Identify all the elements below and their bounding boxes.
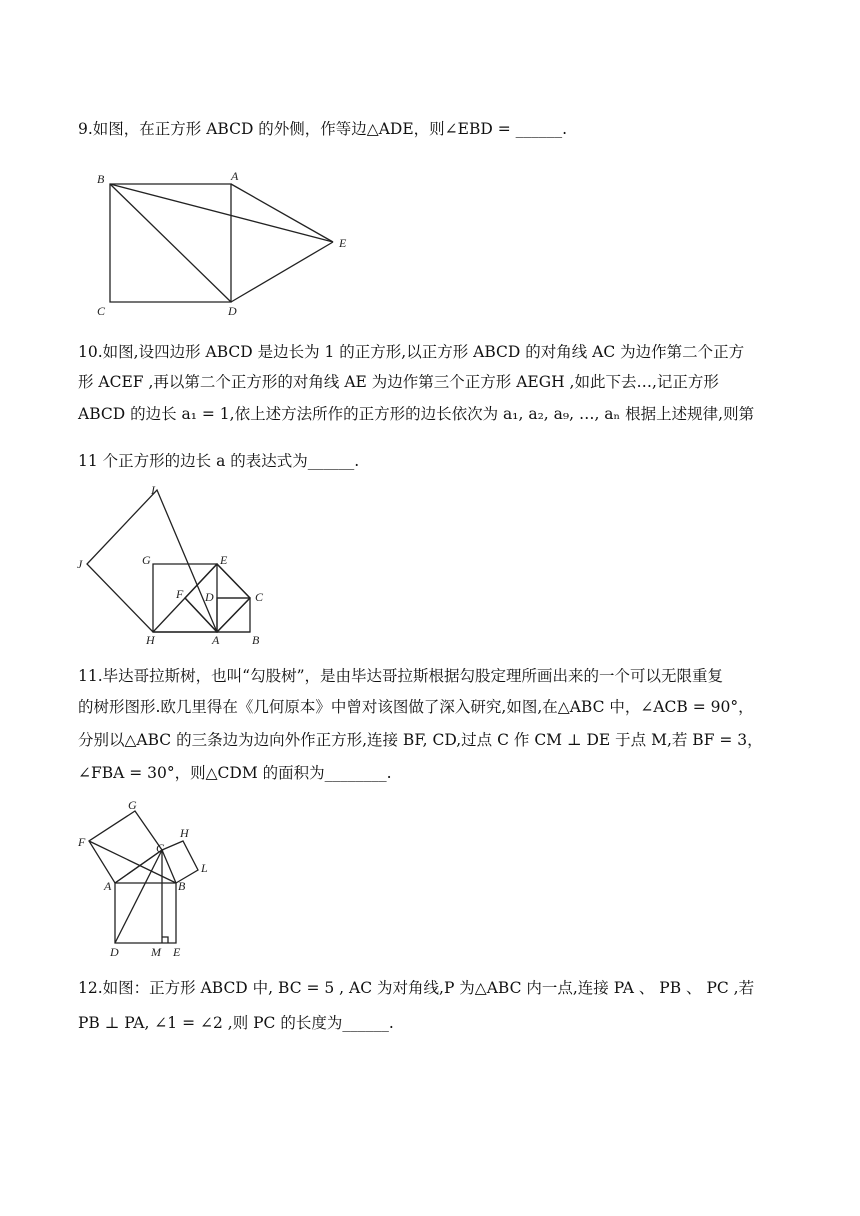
label-d: D bbox=[110, 945, 119, 959]
label-g: G bbox=[142, 553, 151, 567]
square-abed bbox=[115, 883, 176, 943]
segment-ae bbox=[231, 184, 333, 242]
label-c: C bbox=[156, 841, 165, 855]
problem-9-line-1: 9.如图，在正方形 ABCD 的外侧，作等边△ADE，则∠EBD = ______. bbox=[78, 120, 568, 138]
label-c: C bbox=[97, 304, 106, 318]
label-e: E bbox=[173, 945, 181, 959]
figure-nested-squares bbox=[74, 480, 284, 652]
right-angle-mark bbox=[162, 937, 168, 943]
segment-be bbox=[110, 184, 333, 242]
segment-ac bbox=[217, 598, 250, 632]
label-a: A bbox=[231, 169, 239, 183]
label-h: H bbox=[146, 633, 155, 647]
figure-square-equilateral-triangle bbox=[88, 168, 368, 318]
problem-12-line-1: 12.如图：正方形 ABCD 中, BC = 5 , AC 为对角线,P 为△ABC 内一点,连接 PA 、 PB 、 PC ,若 bbox=[78, 979, 755, 997]
label-a: A bbox=[212, 633, 220, 647]
problem-11-line-3: 分别以△ABC 的三条边为边向外作正方形,连接 BF, CD,过点 C 作 CM ⊥ DE 于点 M,若 BF = 3， bbox=[78, 731, 763, 749]
segment-bd bbox=[110, 184, 231, 302]
label-e: E bbox=[339, 236, 347, 250]
problem-12-line-2: PB ⊥ PA, ∠1 = ∠2 ,则 PC 的长度为______. bbox=[78, 1014, 394, 1032]
problem-11-line-1: 11.毕达哥拉斯树，也叫“勾股树”，是由毕达哥拉斯根据勾股定理所画出来的一个可以无限重复 bbox=[78, 667, 724, 685]
label-b: B bbox=[97, 172, 105, 186]
label-a: A bbox=[104, 879, 112, 893]
label-f: F bbox=[176, 587, 184, 601]
segment-ac bbox=[115, 850, 162, 883]
label-m: M bbox=[151, 945, 161, 959]
label-l: L bbox=[201, 861, 208, 875]
figure-pythagoras-tree bbox=[74, 798, 224, 963]
problem-10-line-2: 形 ACEF ,再以第二个正方形的对角线 AE 为边作第三个正方形 AEGH ,如此下去…,记正方形 bbox=[78, 373, 719, 391]
label-j: J bbox=[77, 557, 83, 571]
label-i: I bbox=[151, 483, 155, 497]
label-b: B bbox=[178, 879, 186, 893]
label-g: G bbox=[128, 798, 137, 812]
label-h: H bbox=[180, 826, 189, 840]
problem-10-line-1: 10.如图,设四边形 ABCD 是边长为 1 的正方形,以正方形 ABCD 的对角线 AC 为边作第二个正方 bbox=[78, 343, 745, 361]
label-f: F bbox=[78, 835, 86, 849]
label-c: C bbox=[255, 590, 264, 604]
square-bchl bbox=[162, 841, 198, 883]
problem-11-line-2: 的树形图形.欧几里得在《几何原本》中曾对该图做了深入研究,如图,在△ABC 中，∠ACB = 90°， bbox=[78, 698, 754, 716]
label-e: E bbox=[220, 553, 228, 567]
segment-cd bbox=[115, 850, 162, 943]
problem-10-line-4: 11 个正方形的边长 a 的表达式为______. bbox=[78, 452, 360, 470]
label-d: D bbox=[205, 590, 214, 604]
problem-10-line-3: ABCD 的边长 a₁ = 1,依上述方法所作的正方形的边长依次为 a₁, a₂, a₉, …, aₙ 根据上述规律,则第 bbox=[78, 405, 755, 423]
segment-de bbox=[231, 242, 333, 302]
label-b: B bbox=[252, 633, 260, 647]
problem-11-line-4: ∠FBA = 30°，则△CDM 的面积为________. bbox=[78, 764, 392, 782]
segment-ec bbox=[217, 564, 250, 598]
label-d: D bbox=[228, 304, 237, 318]
